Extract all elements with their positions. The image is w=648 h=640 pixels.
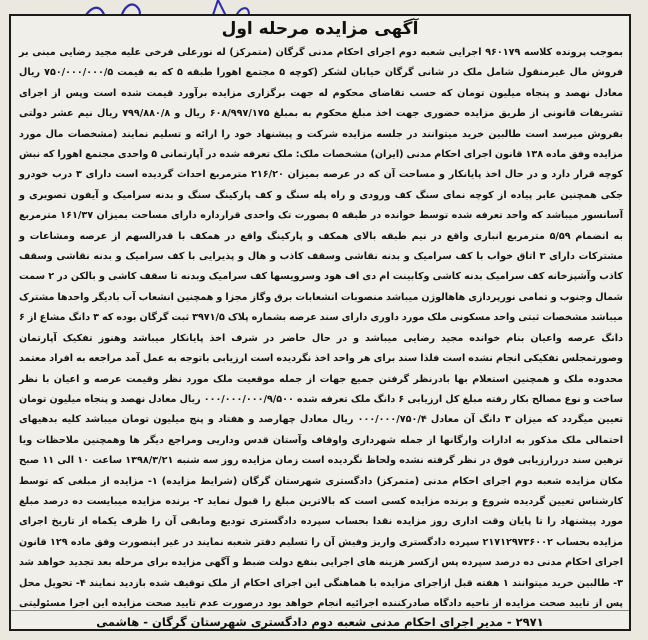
notice-title: آگهی مزایده مرحله اول [221,19,419,39]
notice-body: بموجب پرونده کلاسه ۹۶۰۱۷۹ اجرایی شعبه دوم اجرای احکام مدنی گرگان (متمرکز) له نورعلی فرخی علیه مجید رضایی مبنی بر فروش مال غیرمنقول شامل ملک در شانی گرگان خیابان لشکر (کوچه ۵ مجتمع اهورا طبقه ۵ که به قیمت ۷۵۰/۰۰۰/۰۰۰/۵ ریال معادل نهصد و پنجاه میلیون تومان که حسب تقاضای محکوم له جهت برگزاری مزایده برآورد قیمت شده است وپس از اجرای تشریفات قانونی از طریق مزایده حضوری جهت اخذ مبلغ محکوم به بمبلغ ۶۰۸/۹۹۷/۱۷۵ ریال و ۷۹۹/۸۸۰/۸ ریال نیم عشر دولتی بفروش میرسد است طالبین خرید میتوانند در جلسه مزایده شرکت و پیشنهاد خود را ارائه و تسلیم نمایند (مشخصات مال مورد مزایده وفق ماده ۱۳۸ قانون اجرای احکام مدنی (ایران) مشخصات ملک: ملک تعرفه شده در آپارتمانی ۵ واحدی مجتمع اهورا که نبش کوچه قرار دارد و در حال اخذ پایانکار و مساحت آن که در عرصه بمیزان ۲۱۶/۲۰ مترمربع احداث گردیده است دارای ۳ درب خودرو جکی همچنین عابر پیاده از کوچه نمای سنگ کف ورودی و راه پله سنگ و کف پارکینگ سنگ و بدنه سرامیک و آیفون تصویری و آسانسور میباشد که واحد تعرفه شده توسط خوانده در طبقه ۵ بصورت تک واحدی قرارداره دارای مساحت بمیزان ۱۶۱/۳۷ مترمربع به انضمام ۵/۵۹ مترمربع انباری واقع در نیم طبقه بالای همکف و پارکینگ واقع در همکف با قدرالسهم از عرصه ومشاعات و مشترکات دارای ۳ اتاق خواب با کف سرامیک و بدنه نقاشی وسقف کاذب و هال و پذیرایی با کف سرامیک و بدنه نقاشی وسقف کاذب وآشپزخانه کف سرامیک بدنه کاشی وکابینت ام دی اف هود وسرویسها کف سرامیک وبدنه تا سقف کاشی و بالکن در ۲ سمت شمال وجنوب و تمامی نورپردازی هاهالوژن میباشد منصوبات انشعابات برق وگاز مجزا و همچنین انشعاب آب بادیگر واحدها مشترک میباشد مشخصات ثبتی واحد مسکونی ملک مورد داوری دارای سند عرصه بشماره پلاک ۳۹۷۱/۵ ثبت گرگان بوده که ۳ دانگ مشاع از ۶ دانگ عرصه واعیان بنام خوانده مجید رضایی میباشد و در حال حاضر در شرف اخذ پایانکار میباشد وهنوز تفکیک آپارتمان وصورتمجلس تفکیکی انجام نشده است فلذا سند برای هر واحد اخذ نگردیده است ارزیابی باتوجه به عمل آمد مراجعه به افراد معتمد محدوده ملک و همچنین استعلام بها بادرنظر گرفتن جمیع جهات از جمله موقعیت ملک مورد نظر وقیمت عرصه و اعیان با نظر ساخت و نوع مصالح بکار رفته مبلغ کل ارزیابی ۶ دانگ ملک تعرفه شده ۰۰۰/۰۰۰/۰۰۰/۹/۵۰۰ ریال معادل نهصد و پنجاه میلیون تومان تعیین میگردد که میزان ۳ دانگ آن معادل ۰۰۰/۰۰۰/۷۵۰/۴ ریال معادل چهارصد و هفتاد و پنج میلیون تومان میباشد کلیه بدهیهای احتمالی ملک مذکور به ادارات وارگانها از جمله شهرداری واوقاف وآستان قدس وداریی ومراجع دیگر ها وهمچنین ملاحظات ویا ترهین سند دررارزیابی فوق در نظر گرفته نشده ولحاظ نگردیده است زمان مزایده روز سه شنبه ۱۳۹۸/۳/۲۱ ساعت ۱۰ الی ۱۱ صبح مکان مزایده شعبه دوم اجرای احکام مدنی (متمرکز) دادگستری شهرستان گرگان (شرایط مزایده) ۱- مزایده از مبلغی که توسط کارشناس تعیین گردیده شروع و برنده مزایده کسی است که بالاترین مبلغ را قبول نماید ۲- برنده مزایده میبایست ده درصد مبلغ مورد پیشنهاد را تا پایان وقت اداری روز مزایده نقدا بحساب سپرده دادگستری تودیع ومابقی آن را ظرف یکماه از تاریخ اجرای مزایده بحساب ۲۱۷۱۲۹۷۳۶۰۰۲ سپرده دادگستری واریز وفیش آن را تسلیم دفتر شعبه نمایند در غیر اینصورت وفق ماده ۱۲۹ قانون اجرای احکام مدنی ده درصد سپرده پس ازکسر هزینه های اجرایی بنفع دولت ضبط و آگهی مزایده برای مرحله بعد تجدید خواهد شد ۳- طالبین خرید میتوانند ۱ هفته قبل ازاجرای مزایده با هماهنگی این اجرای احکام از ملک توقیف شده بازدید نمایند ۴- تحویل محل پس از تایید صحت مزایده از ناحیه دادگاه صادرکننده اجرائیه انجام خواهد بود درصورت عدم تایید صحت مزایده این اجرا مسئولیتی [19,47,623,609]
notice-footer: ۲۹۷۱ - مدیر اجرای احکام مدنی شعبه دوم دادگستری شهرستان گرگان - هاشمی [11,610,629,631]
notice-frame [9,14,631,631]
